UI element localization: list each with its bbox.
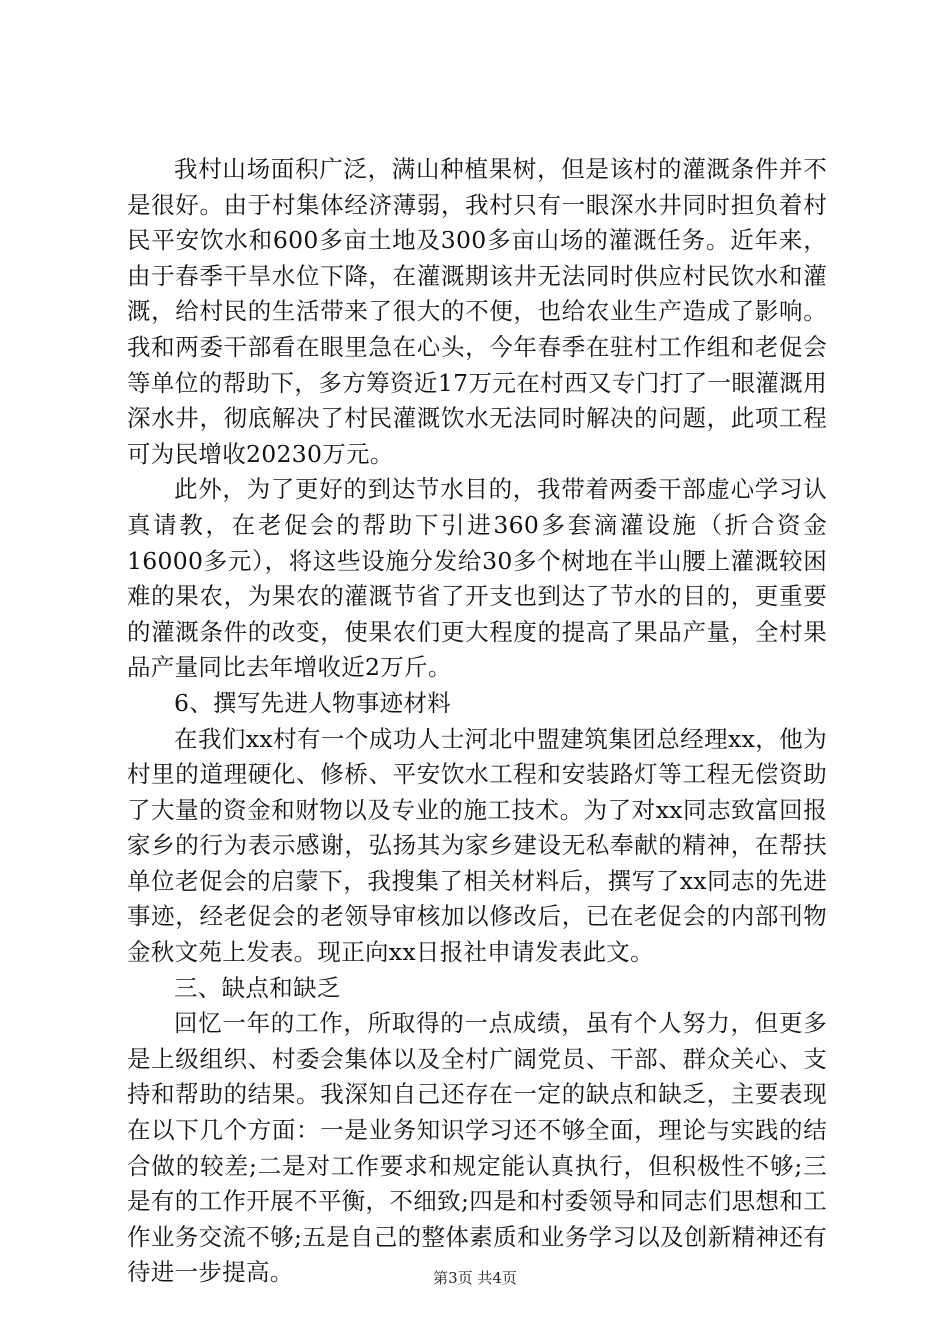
paragraph-irrigation-well: 我村山场面积广泛，满山种植果树，但是该村的灌溉条件并不是很好。由于村集体经济薄弱，我村只有一眼深水井同时担负着村民平安饮水和600多亩土地及300多亩山场的灌溉任务。近年来，由于春季干旱水位下降，在灌溉期该井无法同时供应村民饮水和灌溉，给村民的生活带来了很大的不便，也给农业生产造成了影响。我和两委干部看在眼里急在心头，今年春季在驻村工作组和老促会等单位的帮助下，多方筹资近17万元在村西又专门打了一眼灌溉用深水井，彻底解决了村民灌溉饮水无法同时解决的问题，此项工程可为民增收20230万元。 <box>127 155 827 468</box>
page-footer: 第3页 共4页 <box>433 1269 517 1287</box>
section-heading-shortcomings: 三、缺点和缺乏 <box>174 973 341 1002</box>
section-heading-advanced-figure: 6、撰写先进人物事迹材料 <box>174 688 452 717</box>
paragraph-drip-irrigation: 此外，为了更好的到达节水目的，我带着两委干部虚心学习认真请教，在老促会的帮助下引进360多套滴灌设施（折合资金16000多元），将这些设施分发给30多个树地在半山腰上灌溉较困难的果农，为果农的灌溉节省了开支也到达了节水的目的，更重要的灌溉条件的改变，使果农们更大程度的提高了果品产量，全村果品产量同比去年增收近2万斤。 <box>127 475 827 682</box>
paragraph-shortcomings: 回忆一年的工作，所取得的一点成绩，虽有个人努力，但更多是上级组织、村委会集体以及全村广阔党员、干部、群众关心、支持和帮助的结果。我深知自己还存在一定的缺点和缺乏，主要表现在以下几个方面：一是业务知识学习还不够全面，理论与实践的结合做的较差;二是对工作要求和规定能认真执行，但积极性不够;三是有的工作开展不平衡，不细致;四是和村委领导和同志们思想和工作业务交流不够;五是自己的整体素质和业务学习以及创新精神还有待进一步提高。 <box>127 1009 827 1287</box>
document-body <box>127 152 827 1291</box>
paragraph-advanced-figure: 在我们xx村有一个成功人士河北中盟建筑集团总经理xx，他为村里的道理硬化、修桥、平安饮水工程和安装路灯等工程无偿资助了大量的资金和财物以及专业的施工技术。为了对xx同志致富回报家乡的行为表示感谢，弘扬其为家乡建设无私奉献的精神，在帮扶单位老促会的启蒙下，我搜集了相关材料后，撰写了xx同志的先进事迹，经老促会的老领导审核加以修改后，已在老促会的内部刊物金秋文苑上发表。现正向xx日报社申请发表此文。 <box>127 724 827 967</box>
